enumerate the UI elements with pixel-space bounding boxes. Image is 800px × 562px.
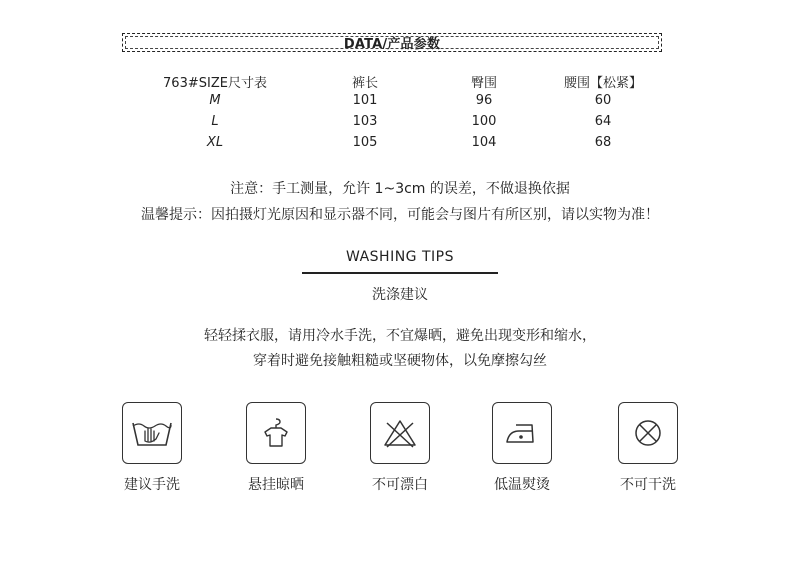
care-label: 建议手洗 <box>124 477 180 493</box>
size-table-header-row <box>0 72 800 92</box>
table-header: 763#SIZE尺寸表 <box>163 76 267 91</box>
care-item-no-bleach <box>350 402 450 494</box>
product-params-header <box>122 33 662 52</box>
size-name: XL <box>206 135 224 150</box>
care-label: 不可干洗 <box>620 477 676 493</box>
table-cell: 64 <box>594 114 612 129</box>
washing-subtitle: 洗涤建议 <box>372 287 428 303</box>
divider <box>302 272 498 274</box>
no-bleach-icon <box>370 402 430 464</box>
size-name: L <box>211 114 219 129</box>
table-header: 裤长 <box>351 76 379 91</box>
no-dry-clean-icon <box>618 402 678 464</box>
table-header: 腰围【松紧】 <box>563 76 643 91</box>
header-title: DATA/产品参数 <box>343 37 441 52</box>
care-icons <box>0 402 800 502</box>
table-header: 臀围 <box>470 76 498 91</box>
care-label: 不可漂白 <box>372 477 428 493</box>
table-row <box>0 114 800 134</box>
table-cell: 105 <box>352 135 378 150</box>
table-cell: 68 <box>594 135 612 150</box>
size-name: M <box>209 93 221 108</box>
hang-dry-icon <box>246 402 306 464</box>
table-row <box>0 135 800 155</box>
table-cell: 104 <box>471 135 497 150</box>
washing-tips-title: WASHING TIPS <box>346 249 454 265</box>
table-cell: 103 <box>352 114 378 129</box>
table-cell: 96 <box>475 93 493 108</box>
care-item-no-dry-clean <box>598 402 698 494</box>
table-cell: 100 <box>471 114 497 129</box>
table-row <box>0 93 800 113</box>
color-notice: 温馨提示：因拍摄灯光原因和显示器不同，可能会与图片有所区别，请以实物为准！ <box>141 207 659 223</box>
care-item-low-iron <box>472 402 572 494</box>
care-label: 悬挂晾晒 <box>248 477 304 493</box>
table-cell: 101 <box>352 93 378 108</box>
care-item-hang-dry <box>226 402 326 494</box>
table-cell: 60 <box>594 93 612 108</box>
measurement-notice: 注意：手工测量，允许 1~3cm 的误差，不做退换依据 <box>230 181 570 197</box>
care-item-hand-wash <box>102 402 202 494</box>
low-iron-icon <box>492 402 552 464</box>
care-text-line: 轻轻揉衣服，请用冷水手洗，不宜爆晒，避免出现变形和缩水， <box>204 328 596 344</box>
care-label: 低温熨烫 <box>494 477 550 493</box>
hand-wash-icon <box>122 402 182 464</box>
care-text-line: 穿着时避免接触粗糙或坚硬物体，以免摩擦勾丝 <box>253 353 547 369</box>
